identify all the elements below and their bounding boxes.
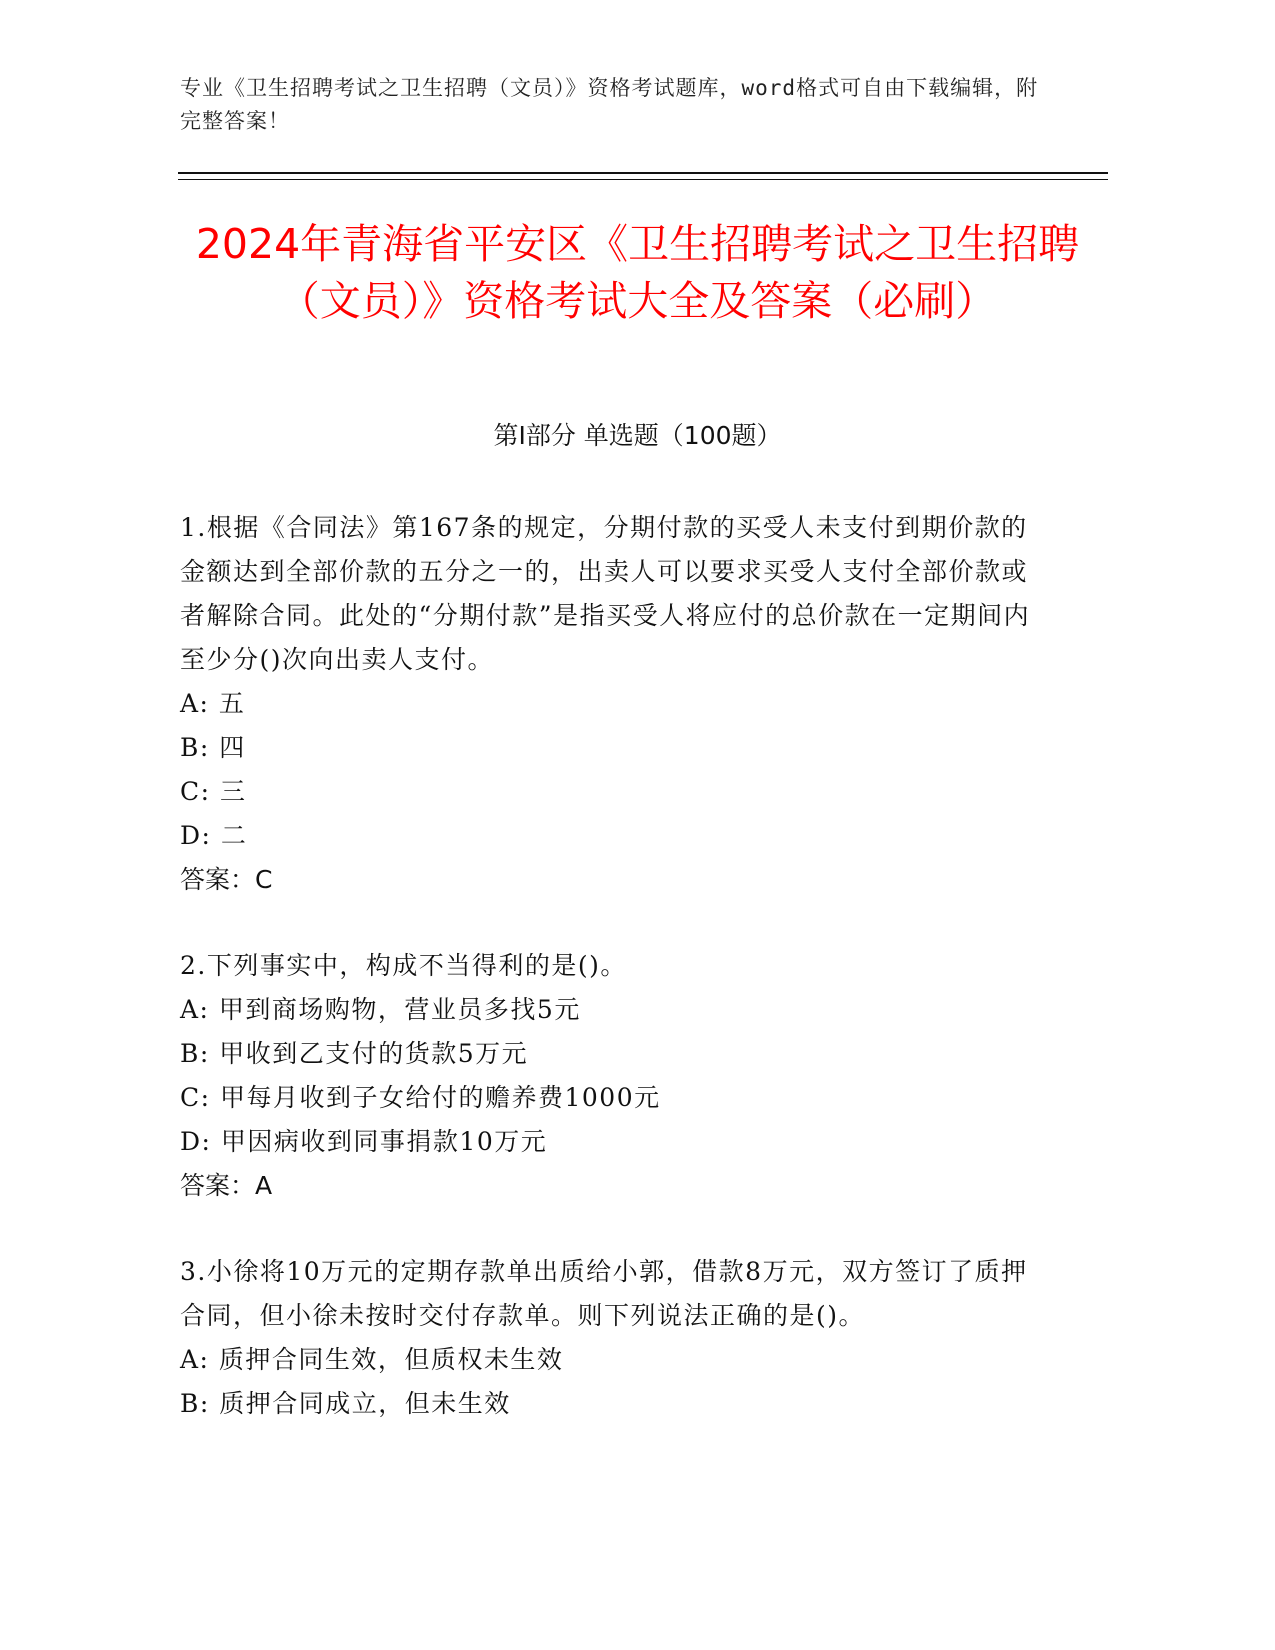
question-stem: 2.下列事实中，构成不当得利的是()。 xyxy=(180,951,627,980)
header-divider-thin xyxy=(178,179,1108,180)
header-note: 专业《卫生招聘考试之卫生招聘（文员）》资格考试题库，word格式可自由下载编辑，附完整答案！ xyxy=(180,76,1039,133)
question-stem: 1.根据《合同法》第167条的规定，分期付款的买受人未支付到期价款的金额达到全部价款的五分之一的，出卖人可以要求买受人支付全部价款或者解除合同。此处的“分期付款”是指买受人将应付的总价款在一定期间内至少分()次向出卖人支付。 xyxy=(180,513,1031,674)
option-b: B: 甲收到乙支付的货款5万元 xyxy=(180,1039,529,1068)
option-a: A: 质押合同生效，但质权未生效 xyxy=(180,1345,564,1374)
option-b: B: 质押合同成立，但未生效 xyxy=(180,1389,511,1418)
section-title: 第Ⅰ部分 单选题（100题） xyxy=(493,421,782,450)
option-c: C: 甲每月收到子女给付的赡养费1000元 xyxy=(180,1083,661,1112)
answer-line: 答案：A xyxy=(180,1171,273,1200)
question-1 xyxy=(180,506,1040,902)
option-a: A: 甲到商场购物，营业员多找5元 xyxy=(180,995,581,1024)
answer-line: 答案：C xyxy=(180,865,273,894)
question-2 xyxy=(180,944,1040,1208)
option-b: B: 四 xyxy=(180,733,246,762)
header-divider-thick xyxy=(178,172,1108,174)
option-c: C: 三 xyxy=(180,777,247,806)
question-stem: 3.小徐将10万元的定期存款单出质给小郭，借款8万元，双方签订了质押合同，但小徐未按时交付存款单。则下列说法正确的是()。 xyxy=(180,1257,1028,1330)
question-3 xyxy=(180,1250,1040,1426)
option-a: A: 五 xyxy=(180,689,246,718)
document-title: 2024年青海省平安区《卫生招聘考试之卫生招聘（文员）》资格考试大全及答案（必刷） xyxy=(195,220,1080,325)
question-list xyxy=(180,506,1040,1468)
option-d: D: 甲因病收到同事捐款10万元 xyxy=(180,1127,548,1156)
option-d: D: 二 xyxy=(180,821,248,850)
